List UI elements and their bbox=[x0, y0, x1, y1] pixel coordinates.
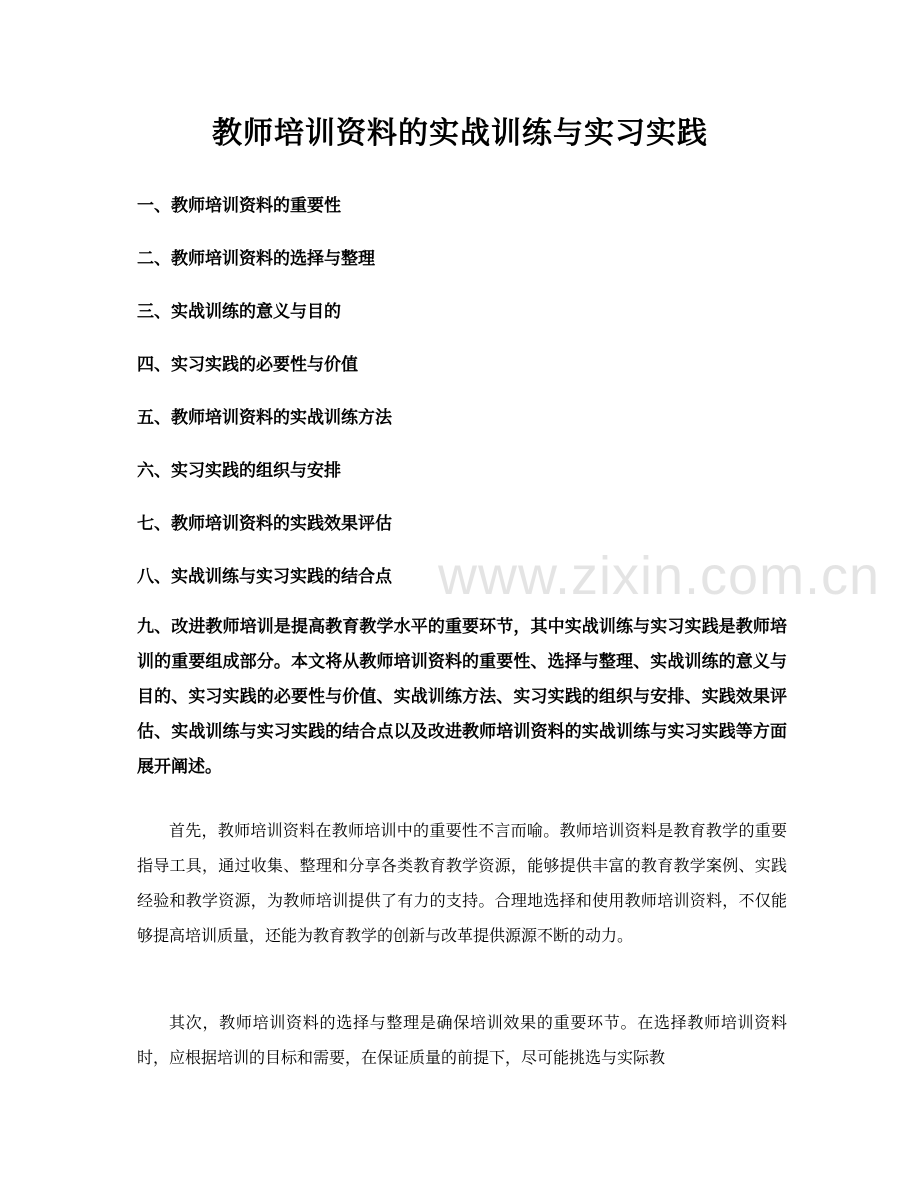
body-paragraph: 其次，教师培训资料的选择与整理是确保培训效果的重要环节。在选择教师培训资料时，应根据培训的目标和需要，在保证质量的前提下，尽可能挑选与实际教 bbox=[137, 1013, 787, 1067]
section-heading: 七、教师培训资料的实践效果评估 bbox=[137, 514, 392, 534]
section-heading: 二、教师培训资料的选择与整理 bbox=[137, 249, 375, 269]
intro-paragraph: 九、改进教师培训是提高教育教学水平的重要环节，其中实战训练与实习实践是教师培训的重要组成部分。本文将从教师培训资料的重要性、选择与整理、实战训练的意义与目的、实习实践的必要性与价值、实战训练方法、实习实践的组织与安排、实践效果评估、实战训练与实习实践的结合点以及改进教师培训资料的实战训练与实习实践等方面展开阐述。 bbox=[137, 617, 787, 777]
section-heading: 四、实习实践的必要性与价值 bbox=[137, 355, 358, 375]
section-heading: 三、实战训练的意义与目的 bbox=[137, 302, 341, 322]
section-heading: 八、实战训练与实习实践的结合点 bbox=[137, 567, 392, 587]
section-heading: 一、教师培训资料的重要性 bbox=[137, 196, 341, 216]
watermark: www.zixin.com.cn bbox=[438, 546, 881, 606]
document-title: 教师培训资料的实战训练与实习实践 bbox=[212, 116, 708, 151]
section-heading: 五、教师培训资料的实战训练方法 bbox=[137, 408, 392, 428]
body-paragraph: 首先，教师培训资料在教师培训中的重要性不言而喻。教师培训资料是教育教学的重要指导工具，通过收集、整理和分享各类教育教学资源，能够提供丰富的教育教学案例、实践经验和教学资源，为教师培训提供了有力的支持。合理地选择和使用教师培训资料，不仅能够提高培训质量，还能为教育教学的创新与改革提供源源不断的动力。 bbox=[137, 821, 787, 945]
section-heading: 六、实习实践的组织与安排 bbox=[137, 461, 341, 481]
